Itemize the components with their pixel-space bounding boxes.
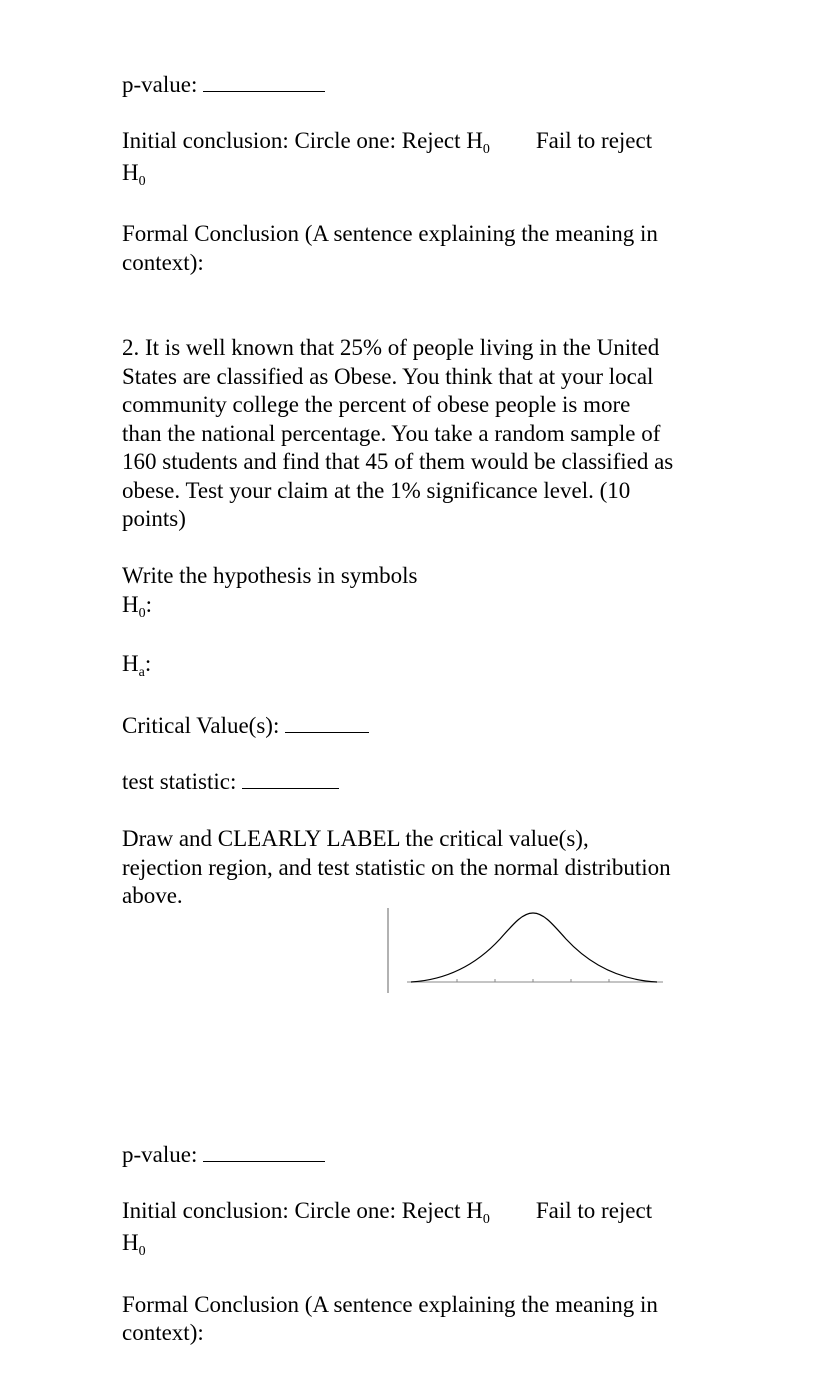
formal-conclusion-line2: context): bbox=[122, 250, 204, 275]
initial-conclusion-h0-2 bbox=[122, 1228, 146, 1257]
h0-subscript: 0 bbox=[138, 1244, 146, 1259]
fail-to-reject-label: Fail to reject bbox=[535, 1198, 653, 1223]
h-letter: H bbox=[122, 651, 139, 676]
h0-letter: H bbox=[122, 1230, 139, 1255]
problem2-line: points) bbox=[122, 506, 186, 531]
test-statistic-label: test statistic: bbox=[122, 769, 237, 794]
null-hypothesis[interactable] bbox=[122, 590, 152, 619]
h0-letter: H bbox=[122, 160, 139, 185]
critical-value-label: Critical Value(s): bbox=[122, 713, 280, 738]
initial-conclusion-h0-1 bbox=[122, 158, 146, 187]
test-statistic-blank[interactable] bbox=[242, 768, 339, 789]
initial-conclusion-prefix: Initial conclusion: Circle one: Reject H bbox=[122, 1198, 483, 1223]
p-value-line-2 bbox=[122, 1140, 325, 1169]
draw-instruction-line: rejection region, and test statistic on the normal distribution bbox=[122, 855, 671, 880]
h0-subscript: 0 bbox=[138, 606, 146, 621]
p-value-blank[interactable] bbox=[203, 71, 325, 92]
initial-conclusion-line-1 bbox=[122, 126, 652, 155]
draw-instruction-line: above. bbox=[122, 883, 183, 908]
fail-to-reject-label: Fail to reject bbox=[535, 128, 653, 153]
problem2-line: community college the percent of obese people is more bbox=[122, 392, 631, 417]
h0-subscript: 0 bbox=[138, 174, 146, 189]
problem2-line: than the national percentage. You take a random sample of bbox=[122, 421, 661, 446]
p-value-blank[interactable] bbox=[203, 1141, 325, 1162]
test-statistic-line bbox=[122, 767, 339, 796]
h0-subscript: 0 bbox=[482, 1212, 490, 1227]
p-value-label: p-value: bbox=[122, 72, 198, 97]
formal-conclusion-line2: context): bbox=[122, 1320, 204, 1345]
problem2-line: 160 students and find that 45 of them would be classified as bbox=[122, 449, 674, 474]
problem2-line: States are classified as Obese. You think that at your local bbox=[122, 364, 654, 389]
formal-conclusion-line1: Formal Conclusion (A sentence explaining the meaning in bbox=[122, 221, 658, 246]
formal-conclusion-line1: Formal Conclusion (A sentence explaining the meaning in bbox=[122, 1292, 658, 1317]
draw-instruction-line: Draw and CLEARLY LABEL the critical value(s), bbox=[122, 826, 589, 851]
alternative-hypothesis[interactable] bbox=[122, 649, 151, 678]
p-value-line-1 bbox=[122, 70, 325, 99]
normal-distribution-figure[interactable] bbox=[385, 906, 667, 998]
critical-value-blank[interactable] bbox=[285, 712, 369, 733]
h0-subscript: 0 bbox=[482, 142, 490, 157]
colon: : bbox=[144, 651, 152, 676]
ha-subscript: a bbox=[138, 665, 145, 680]
critical-value-line bbox=[122, 711, 369, 740]
colon: : bbox=[145, 592, 153, 617]
p-value-label: p-value: bbox=[122, 1142, 198, 1167]
initial-conclusion-line-2 bbox=[122, 1196, 652, 1225]
hypothesis-heading: Write the hypothesis in symbols bbox=[122, 563, 418, 588]
bell-curve bbox=[411, 913, 657, 982]
problem2-line: obese. Test your claim at the 1% significance level. (10 bbox=[122, 478, 631, 503]
problem2-line: 2. It is well known that 25% of people living in the United bbox=[122, 335, 660, 360]
initial-conclusion-prefix: Initial conclusion: Circle one: Reject H bbox=[122, 128, 483, 153]
h-letter: H bbox=[122, 592, 139, 617]
